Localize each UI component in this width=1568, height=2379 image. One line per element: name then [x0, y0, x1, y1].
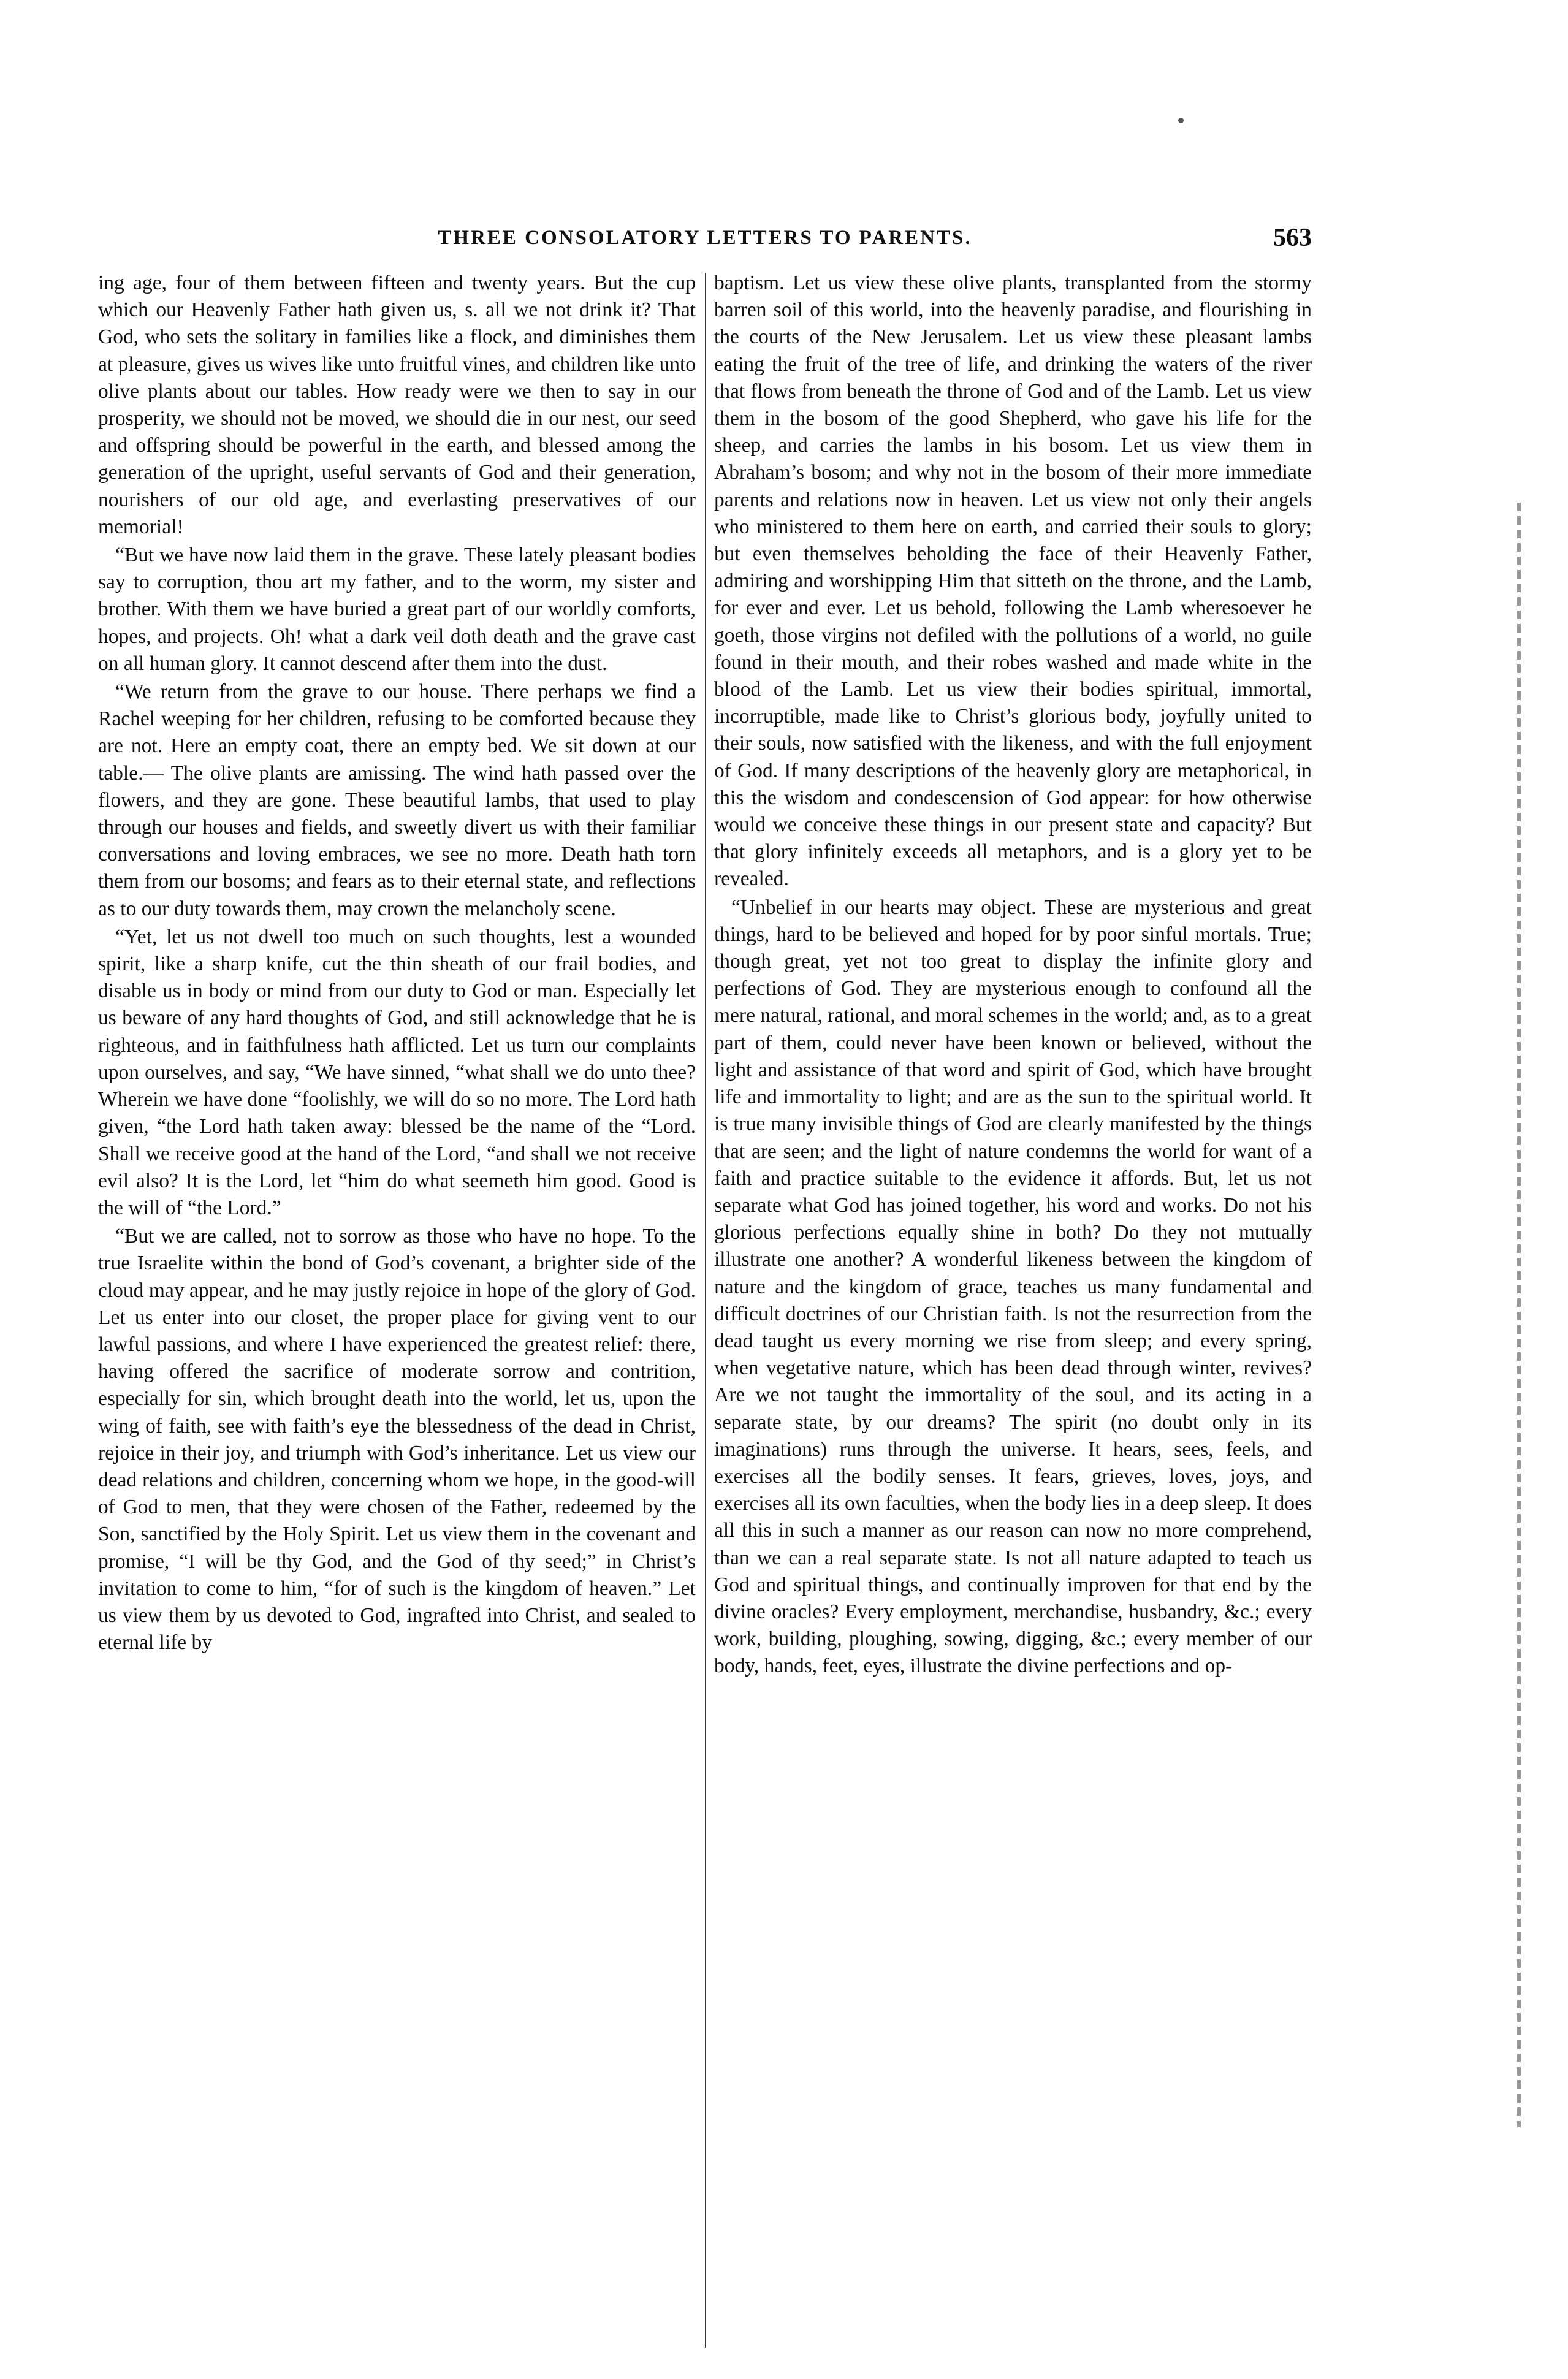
paragraph: “But we are called, not to sorrow as those who have no hope. To the true Israelite within the bond of God’s covenant, a brighter side of the cloud may appear, and he may justly rejoice in hope of the glory of God. Let us enter into our closet, the proper place for giving vent to our lawful passions, and where I have experienced the greatest relief: there, having offered the sacrifice of moderate sorrow and contrition, especially for sin, which brought death into the world, let us, upon the wing of faith, see with faith’s eye the blessedness of the dead in Christ, rejoice in their joy, and triumph with God’s inheritance. Let us view our dead relations and children, concerning whom we hope, in the good-will of God to men, that they were chosen of the Father, redeemed by the Son, sanctified by the Holy Spirit. Let us view them in the covenant and promise, “I will be thy God, and the God of thy seed;” in Christ’s invitation to come to him, “for of such is the kingdom of heaven.” Let us view them by us devoted to God, ingrafted into Christ, and sealed to eternal life by — [98, 1225, 696, 1654]
page-header — [98, 224, 1312, 264]
ink-speck — [1178, 118, 1184, 123]
page-number: 563 — [1273, 224, 1312, 252]
paragraph: ing age, four of them between fifteen and twenty years. But the cup which our Heavenly Father hath given us, s. all we not drink it? That God, who sets the solitary in families like a flock, and diminishes them at pleasure, gives us wives like unto fruitful vines, and children like unto olive plants about our tables. How ready were we then to say in our prosperity, we should not be moved, we should die in our nest, our seed and offspring should be powerful in the earth, and blessed among the generation of the upright, useful servants of God and their generation, nourishers of our old age, and everlasting preservatives of our memorial! — [98, 272, 696, 538]
paragraph: “Unbelief in our hearts may object. These are mysterious and great things, hard to be believed and hoped for by poor sinful mortals. True; though great, yet not too great to display the infinite glory and perfections of God. They are mysterious enough to confound all the mere natural, rational, and moral schemes in the world; and, as to a great part of them, could never have been known or believed, without the light and assistance of that word and spirit of God, which have brought life and immortality to light; and are as the sun to the spiritual world. It is true many invisible things of God are clearly manifested by the things that are seen; and the light of nature condemns the world for want of a faith and practice suitable to the evidence it affords. But, let us not separate what God has joined together, his word and works. Do not his glorious perfections equally shine in both? Do they not mutually illustrate one another? A wonderful likeness between the kingdom of nature and the kingdom of grace, teaches us many fundamental and difficult doctrines of our Christian faith. Is not the resurrection from the dead taught us every morning we rise from sleep; and every spring, when vegetative nature, which has been dead through winter, revives? Are we not taught the immortality of the soul, and its acting in a separate state, by our dreams? The spirit (no doubt only in its imaginations) runs through the universe. It hears, sees, feels, and exercises all the bodily senses. It fears, grieves, loves, joys, and exercises all its own faculties, when the body lies in a deep sleep. It does all this in such a manner as our reason can now no more comprehend, than we can a real separate state. Is not all nature adapted to teach us God and spiritual things, and continually improven for that end by the divine oracles? Every employment, merchandise, husbandry, &c.; every work, building, ploughing, sowing, digging, &c.; every member of our body, hands, feet, eyes, illustrate the divine perfections and op- — [714, 896, 1312, 1678]
paragraph: “We return from the grave to our house. There perhaps we find a Rachel weeping for her children, refusing to be comforted because they are not. Here an empty coat, there an empty bed. We sit down at our table.— The olive plants are amissing. The wind hath passed over the flowers, and they are gone. These beautiful lambs, that used to play through our houses and fields, and sweetly divert us with their familiar conversations and loving embraces, we see no more. Death hath torn them from our bosoms; and fears as to their eternal state, and reflections as to our duty towards them, may crown the melancholy scene. — [98, 680, 696, 920]
left-column — [98, 270, 696, 1656]
right-column — [714, 270, 1312, 1680]
paragraph: “But we have now laid them in the grave. These lately pleasant bodies say to corruption, thou art my father, and to the worm, my sister and brother. With them we have buried a great part of our worldly comforts, hopes, and projects. Oh! what a dark veil doth death and the grave cast on all human glory. It cannot descend after them into the dust. — [98, 544, 696, 675]
running-title: THREE CONSOLATORY LETTERS TO PARENTS. — [438, 227, 972, 249]
column-rule — [705, 273, 706, 2348]
paragraph: baptism. Let us view these olive plants, transplanted from the stormy barren soil of this world, into the heavenly paradise, and flourishing in the courts of the New Jerusalem. Let us view these pleasant lambs eating the fruit of the tree of life, and drinking the waters of the river that flows from beneath the throne of God and of the Lamb. Let us view them in the bosom of the good Shepherd, who gave his life for the sheep, and carries the lambs in his bosom. Let us view them in Abraham’s bosom; and why not in the bosom of their more immediate parents and relations now in heaven. Let us view not only their angels who ministered to them here on earth, and carried their souls to glory; but even themselves beholding the face of their Heavenly Father, admiring and worshipping Him that sitteth on the throne, and the Lamb, for ever and ever. Let us behold, following the Lamb wheresoever he goeth, those virgins not defiled with the pollutions of a world, no guile found in their mouth, and their robes washed and made white in the blood of the Lamb. Let us view their bodies spiritual, immortal, incorruptible, made like to Christ’s glorious body, joyfully united to their souls, now satisfied with the likeness, and with the full enjoyment of God. If many descriptions of the heavenly glory are metaphorical, in this the wisdom and condescension of God appear: for how otherwise would we conceive these things in our present state and capacity? But that glory infinitely exceeds all metaphors, and is a glory yet to be revealed. — [714, 272, 1312, 891]
binding-edge-mark — [1517, 503, 1521, 2127]
paragraph: “Yet, let us not dwell too much on such thoughts, lest a wounded spirit, like a sharp knife, cut the thin sheath of our frail bodies, and disable us in body or mind from our duty to God or man. Especially let us beware of any hard thoughts of God, and still acknowledge that he is righteous, and in faithfulness hath afflicted. Let us turn our complaints upon ourselves, and say, “We have sinned, “what shall we do unto thee? Wherein we have done “foolishly, we will do so no more. The Lord hath given, “the Lord hath taken away: blessed be the name of the “Lord. Shall we receive good at the hand of the Lord, “and shall we not receive evil also? It is the Lord, let “him do what seemeth him good. Good is the will of “the Lord.” — [98, 925, 696, 1219]
